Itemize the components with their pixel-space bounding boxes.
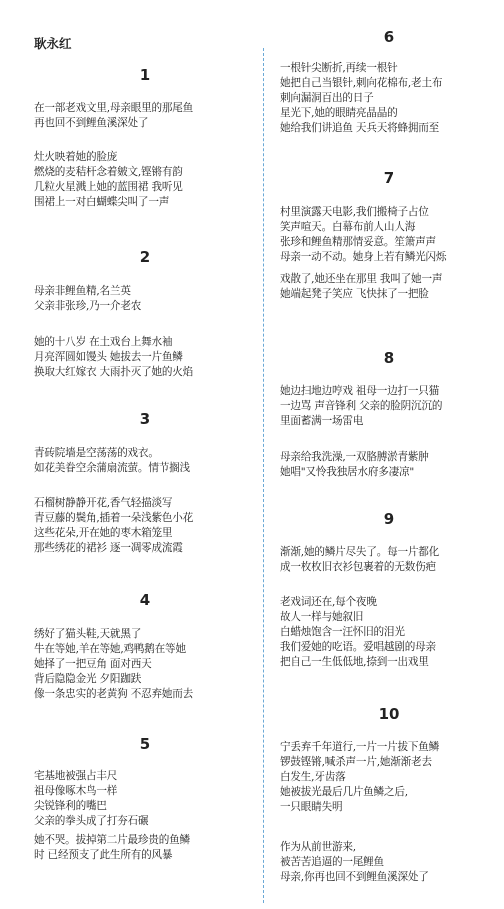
poem-line: 宅基地被强占丰尺 [34, 770, 118, 782]
poem-line: 像一条忠实的老黄狗 不忍弃她而去 [34, 688, 194, 700]
poem-line: 把自己一生低低地,捺到一出戏里 [280, 656, 429, 668]
poem-line: 成一枚枚旧衣衫包裹着的无数伤疤 [280, 561, 436, 573]
poem-line: 背后隐隐金光 夕阳跏趺 [34, 673, 142, 685]
section-number: 5 [139, 735, 151, 753]
poem-line: 一边骂 声音锋利 父亲的脸阴沉沉的 [280, 400, 443, 412]
poem-line: 她的十八岁 在土戏台上舞水袖 [34, 336, 173, 348]
poem-line: 青砖院墙是空荡荡的戏衣。 [34, 447, 159, 459]
section-number: 10 [378, 705, 400, 723]
poem-line: 里面蓄满一场雷电 [280, 415, 364, 427]
poem-line: 青豆藤的鬓角,插着一朵浅紫色小花 [34, 512, 194, 524]
poem-line: 如花美眷空余蒲扇流萤。情节搁浅 [34, 462, 190, 474]
poem-line: 她给我们讲追鱼 天兵天将蜂拥而至 [280, 122, 440, 134]
poem-line: 换取大红嫁衣 大雨扑灭了她的火焰 [34, 366, 194, 378]
section-number: 1 [139, 66, 151, 84]
section-number: 2 [139, 248, 151, 266]
poem-line: 她端起凳子笑应 飞快抹了一把脸 [280, 288, 429, 300]
section-number: 8 [383, 349, 395, 367]
poem-line: 母亲一动不动。她身上若有鳞光闪烁 [280, 251, 447, 263]
poem-line: 戏散了,她还坐在那里 我叫了她一声 [280, 273, 443, 285]
poem-line: 笑声喧天。白幕布前人山人海 [280, 221, 416, 233]
poem-line: 白发生,牙齿落 [280, 771, 346, 783]
poem-line: 绣好了猫头鞋,天就黑了 [34, 628, 142, 640]
poem-line: 母亲,你再也回不到鲤鱼溪深处了 [280, 871, 429, 883]
section-number: 9 [383, 510, 395, 528]
section-number: 6 [383, 28, 395, 46]
poem-line: 父亲的拳头成了打夯石碾 [34, 815, 149, 827]
poem-line: 作为从前世游来, [280, 841, 356, 853]
poem-line: 父亲非张珍,乃一介老农 [34, 300, 142, 312]
poem-line: 白蜡烛饱含一汪怀旧的泪光 [280, 626, 405, 638]
poem-line: 她把自己当银针,刺向花棉布,老土布 [280, 77, 443, 89]
column-divider [263, 48, 264, 903]
poem-line: 时 已经预支了此生所有的风暴 [34, 849, 173, 861]
poem-line: 她不哭。拔掉第二片最珍贵的鱼鳞 [34, 834, 190, 846]
poem-line: 再也回不到鲤鱼溪深处了 [34, 117, 149, 129]
poem-line: 在一部老戏文里,母亲眼里的那尾鱼 [34, 102, 194, 114]
poem-line: 那些绣花的裙衫 逐一凋零成流霞 [34, 542, 183, 554]
poem-line: 围裙上一对白蝴蝶尖叫了一声 [34, 196, 170, 208]
poem-line: 村里演露天电影,我们搬椅子占位 [280, 206, 429, 218]
poem-line: 张珍和鲤鱼精那情妥意。笙箫声声 [280, 236, 436, 248]
poem-line: 锣鼓铿锵,喊杀声一片,她渐渐老去 [280, 756, 432, 768]
poem-line: 她被拔光最后几片鱼鳞之后, [280, 786, 408, 798]
poem-line: 她择了一把豆角 面对西天 [34, 658, 152, 670]
section-number: 3 [139, 410, 151, 428]
poem-line: 牛在等她,羊在等她,鸡鸭鹅在等她 [34, 643, 186, 655]
poem-line: 灶火映着她的脸庞 [34, 151, 118, 163]
poem-line: 这些花朵,开在她的枣木箱笼里 [34, 527, 173, 539]
section-number: 7 [383, 169, 395, 187]
poem-line: 母亲给我洗澡,一双胳膊淤青紫肿 [280, 451, 429, 463]
poem-line: 祖母像啄木鸟一样 [34, 785, 118, 797]
poem-line: 渐渐,她的鳞片尽失了。每一片都化 [280, 546, 440, 558]
poem-line: 月亮浑圆如馒头 她拔去一片鱼鳞 [34, 351, 183, 363]
poem-line: 宁丢弃千年道行,一片一片拔下鱼鳞 [280, 741, 440, 753]
poem-line: 母亲非鲤鱼精,名兰英 [34, 285, 131, 297]
poem-line: 一只眼睛失明 [280, 801, 343, 813]
poem-line: 石榴树静静开花,香气轻描淡写 [34, 497, 173, 509]
poem-line: 一根针尖断折,再续一根针 [280, 62, 398, 74]
poem-line: 我们爱她的吃语。爱唱越剧的母亲 [280, 641, 436, 653]
poem-line: 故人一样与她叙旧 [280, 611, 364, 623]
poem-line: 星光下,她的眼睛亮晶晶的 [280, 107, 398, 119]
poem-line: 几粒火星溅上她的蓝围裙 我听见 [34, 181, 183, 193]
poem-line: 尖锐锋利的嘴巴 [34, 800, 107, 812]
poem-line: 她边扫地边哼戏 祖母一边打一只猫 [280, 385, 440, 397]
poem-line: 刺向漏洞百出的日子 [280, 92, 374, 104]
poem-line: 燃烧的麦秸杆念着皴文,铿锵有韵 [34, 166, 183, 178]
section-number: 4 [139, 591, 151, 609]
poem-line: 她唱"又怜我独居水府多凄凉" [280, 466, 415, 478]
poem-line: 被苦苦追逼的一尾鲤鱼 [280, 856, 384, 868]
author-name: 耿永红 [34, 36, 72, 51]
poem-line: 老戏词还在,每个夜晚 [280, 596, 377, 608]
